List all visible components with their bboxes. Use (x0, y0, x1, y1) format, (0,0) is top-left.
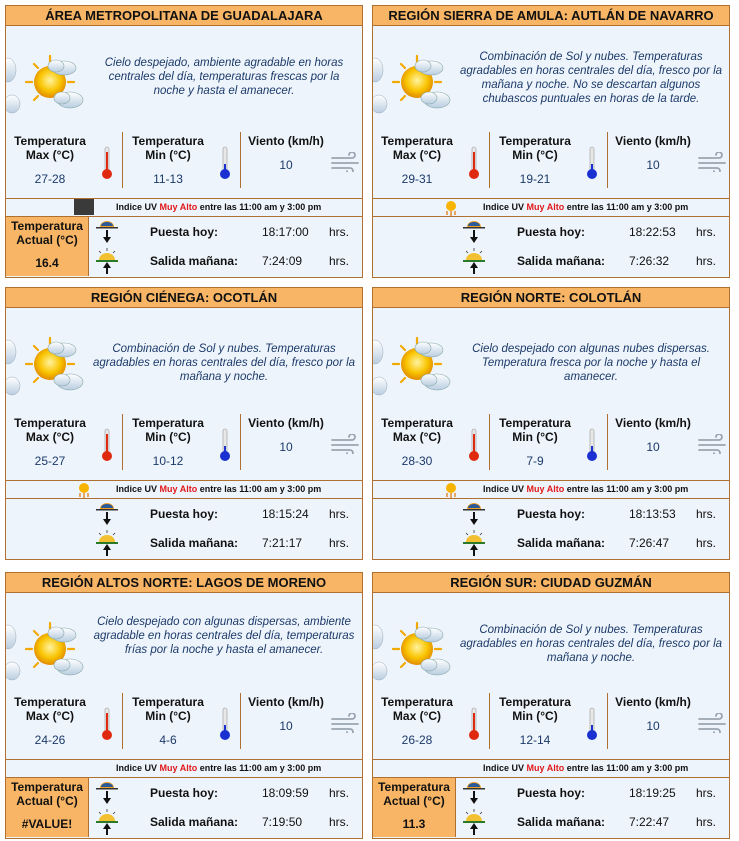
sun-behind-clouds-icon (6, 619, 86, 683)
sunrise-unit: hrs. (329, 254, 350, 268)
divider (489, 132, 490, 188)
temp-min (491, 134, 579, 186)
uv-level: Muy Alto (159, 202, 198, 212)
temp-max-label: Temperatura Max (°C) (381, 416, 453, 444)
sunset-time: 18:22:53 (629, 225, 676, 239)
temp-max-label: Temperatura Max (°C) (14, 695, 86, 723)
region-title: REGIÓN CIÉNEGA: OCOTLÁN (6, 288, 362, 308)
divider (122, 132, 123, 188)
sun-times (373, 778, 729, 838)
temp-min-value: 19-21 (519, 172, 551, 186)
temp-max-value: 25-27 (34, 454, 66, 468)
sunrise-row (6, 807, 362, 836)
forecast-description: Cielo despejado, ambiente agradable en horas centrales del día, temperaturas frescas por la noche y hasta el amanecer. (104, 57, 344, 97)
current-temp-value: 16.4 (35, 256, 59, 270)
forecast-description: Combinación de Sol y nubes. Temperaturas agradables en horas centrales del día, fresco por la mañana y noche. No se descartan algunos chubascos puntuales en horas de la tarde. (459, 51, 723, 105)
sun-behind-clouds-icon (373, 619, 453, 683)
wind-icon (697, 152, 729, 172)
thermometer-hot-icon (468, 146, 480, 180)
forecast-row (6, 26, 362, 126)
stats-row (373, 126, 729, 199)
temp-min (124, 134, 212, 186)
sunrise-icon (94, 809, 120, 835)
stats-row (373, 408, 729, 481)
sun-times (6, 499, 362, 559)
sun-behind-clouds-icon (373, 334, 453, 398)
wind-icon (697, 434, 729, 454)
sunrise-label: Salida mañana: (517, 536, 606, 550)
region-title: ÁREA METROPOLITANA DE GUADALAJARA (6, 6, 362, 26)
uv-suffix: entre las 11:00 am y 3:00 pm (199, 202, 322, 212)
temp-max (373, 695, 461, 747)
uv-prefix: Indice UV (483, 484, 525, 494)
divider (607, 693, 608, 749)
thermometer-hot-icon (101, 707, 113, 741)
divider (607, 414, 608, 470)
thermometer-hot-icon (468, 707, 480, 741)
current-temp-label: Temperatura Actual (°C) (11, 219, 83, 247)
sunrise-time: 7:19:50 (262, 815, 303, 829)
sunset-unit: hrs. (329, 507, 350, 521)
stats-row (6, 687, 362, 760)
uv-prefix: Indice UV (116, 763, 158, 773)
sunrise-time: 7:26:47 (629, 536, 670, 550)
sunrise-row (373, 528, 729, 557)
sunrise-unit: hrs. (696, 536, 717, 550)
sunrise-icon (94, 248, 120, 274)
sunrise-label: Salida mañana: (150, 815, 239, 829)
sunrise-row (373, 246, 729, 275)
region-card-ocotlan (5, 287, 363, 560)
uv-prefix: Indice UV (483, 763, 525, 773)
region-card-colotlan (372, 287, 730, 560)
region-card-autlan (372, 5, 730, 278)
sunrise-unit: hrs. (329, 815, 350, 829)
wind (242, 416, 330, 454)
temp-min-label: Temperatura Min (°C) (132, 695, 204, 723)
current-conditions-thumbnail (74, 199, 94, 215)
sunset-label: Puesta hoy: (150, 507, 219, 521)
sunrise-icon (461, 530, 487, 556)
temp-min-label: Temperatura Min (°C) (499, 416, 571, 444)
temp-max-value: 24-26 (34, 733, 66, 747)
uv-prefix: Indice UV (116, 202, 158, 212)
wind (609, 134, 697, 172)
sunrise-icon (461, 248, 487, 274)
sunrise-time: 7:24:09 (262, 254, 303, 268)
temp-max-value: 27-28 (34, 172, 66, 186)
uv-prefix: Indice UV (483, 202, 525, 212)
uv-index-row (373, 481, 729, 499)
sunrise-time: 7:21:17 (262, 536, 303, 550)
sunset-row (6, 217, 362, 246)
stats-row (6, 408, 362, 481)
wind-value: 10 (279, 158, 293, 172)
region-card-lagos-de-moreno (5, 572, 363, 839)
divider (122, 414, 123, 470)
uv-level: Muy Alto (526, 763, 565, 773)
sunrise-icon (461, 809, 487, 835)
sunset-icon (461, 219, 487, 245)
temp-min-value: 12-14 (519, 733, 551, 747)
sunrise-label: Salida mañana: (517, 815, 606, 829)
temp-min-label: Temperatura Min (°C) (499, 134, 571, 162)
region-card-guadalajara (5, 5, 363, 278)
temp-max (373, 416, 461, 468)
thermometer-cold-icon (586, 146, 598, 180)
wind-value: 10 (279, 719, 293, 733)
temp-min-value: 4-6 (159, 733, 177, 747)
thermometer-hot-icon (101, 428, 113, 462)
temp-min-value: 7-9 (526, 454, 544, 468)
sunset-row (373, 217, 729, 246)
wind-icon (330, 713, 362, 733)
current-temp-value: 11.3 (402, 817, 426, 831)
sunset-unit: hrs. (696, 225, 717, 239)
thermometer-cold-icon (586, 707, 598, 741)
wind-icon (330, 434, 362, 454)
temp-min-value: 10-12 (152, 454, 184, 468)
divider (607, 132, 608, 188)
sunset-label: Puesta hoy: (150, 225, 219, 239)
current-temp-label: Temperatura Actual (°C) (378, 780, 450, 808)
temp-min (491, 416, 579, 468)
sun-behind-clouds-icon (6, 334, 86, 398)
forecast-row (373, 593, 729, 687)
wind-icon (330, 152, 362, 172)
temp-max-label: Temperatura Max (°C) (381, 695, 453, 723)
sunrise-unit: hrs. (329, 536, 350, 550)
thermometer-cold-icon (219, 428, 231, 462)
temp-min (124, 695, 212, 747)
sunrise-label: Salida mañana: (517, 254, 606, 268)
sunrise-time: 7:26:32 (629, 254, 670, 268)
temp-max (6, 416, 94, 468)
divider (240, 132, 241, 188)
divider (240, 693, 241, 749)
sunset-icon (94, 501, 120, 527)
sunset-unit: hrs. (696, 786, 717, 800)
temp-max-label: Temperatura Max (°C) (14, 134, 86, 162)
sun-times (6, 217, 362, 277)
thermometer-cold-icon (219, 707, 231, 741)
wind-label: Viento (km/h) (248, 416, 324, 430)
wind (609, 416, 697, 454)
sunrise-label: Salida mañana: (150, 536, 239, 550)
uv-sun-icon (74, 482, 94, 498)
uv-suffix: entre las 11:00 am y 3:00 pm (566, 484, 689, 494)
wind-icon (697, 713, 729, 733)
wind-label: Viento (km/h) (615, 416, 691, 430)
uv-sun-icon (441, 482, 461, 498)
temp-min (124, 416, 212, 468)
sun-times (373, 217, 729, 277)
sunset-icon (94, 780, 120, 806)
temp-min-label: Temperatura Min (°C) (132, 134, 204, 162)
uv-level: Muy Alto (159, 763, 198, 773)
sunrise-row (6, 246, 362, 275)
sunset-icon (461, 780, 487, 806)
divider (489, 693, 490, 749)
sunrise-label: Salida mañana: (150, 254, 239, 268)
region-title: REGIÓN SIERRA DE AMULA: AUTLÁN DE NAVARRO (373, 6, 729, 26)
current-temp-value: #VALUE! (21, 817, 73, 831)
sunset-label: Puesta hoy: (517, 786, 586, 800)
sunset-unit: hrs. (329, 786, 350, 800)
uv-level: Muy Alto (526, 484, 565, 494)
sunset-time: 18:19:25 (629, 786, 676, 800)
sunset-label: Puesta hoy: (150, 786, 219, 800)
uv-index-row (6, 481, 362, 499)
sunset-label: Puesta hoy: (517, 507, 586, 521)
temp-max-value: 29-31 (401, 172, 433, 186)
wind (242, 134, 330, 172)
wind-value: 10 (279, 440, 293, 454)
uv-sun-icon (441, 200, 461, 216)
temp-max-value: 26-28 (401, 733, 433, 747)
divider (122, 693, 123, 749)
current-temp-label: Temperatura Actual (°C) (11, 780, 83, 808)
thermometer-hot-icon (468, 428, 480, 462)
sunset-time: 18:09:59 (262, 786, 309, 800)
wind-value: 10 (646, 440, 660, 454)
sun-times (373, 499, 729, 559)
temp-max (6, 695, 94, 747)
forecast-row (373, 308, 729, 408)
uv-suffix: entre las 11:00 am y 3:00 pm (566, 202, 689, 212)
sunset-icon (461, 501, 487, 527)
wind-label: Viento (km/h) (615, 695, 691, 709)
temp-min-label: Temperatura Min (°C) (132, 416, 204, 444)
sunset-row (373, 499, 729, 528)
thermometer-cold-icon (586, 428, 598, 462)
divider (240, 414, 241, 470)
sunrise-unit: hrs. (696, 254, 717, 268)
uv-index-row (6, 199, 362, 217)
region-title: REGIÓN SUR: CIUDAD GUZMÁN (373, 573, 729, 593)
forecast-description: Cielo despejado con algunas dispersas, ambiente agradable en horas centrales del día, temperaturas frías por la noche y hasta el amanecer. (93, 616, 355, 656)
temp-min (491, 695, 579, 747)
forecast-description: Combinación de Sol y nubes. Temperaturas agradables en horas centrales del día, fresco por la mañana y noche. (92, 343, 356, 383)
uv-index-row (373, 760, 729, 778)
sunset-row (6, 778, 362, 807)
region-card-ciudad-guzman (372, 572, 730, 839)
uv-level: Muy Alto (159, 484, 198, 494)
sunset-unit: hrs. (329, 225, 350, 239)
sun-times (6, 778, 362, 838)
wind (242, 695, 330, 733)
sunset-row (6, 499, 362, 528)
wind-label: Viento (km/h) (248, 695, 324, 709)
divider (489, 414, 490, 470)
sunrise-row (6, 528, 362, 557)
temp-max (373, 134, 461, 186)
sunrise-row (373, 807, 729, 836)
forecast-row (373, 26, 729, 126)
sunset-unit: hrs. (696, 507, 717, 521)
temp-max-label: Temperatura Max (°C) (14, 416, 86, 444)
forecast-description: Cielo despejado con algunas nubes dispersas. Temperatura fresca por la noche y hasta el amanecer. (472, 343, 710, 383)
sunset-row (373, 778, 729, 807)
stats-row (6, 126, 362, 199)
wind-value: 10 (646, 158, 660, 172)
sun-behind-clouds-icon (373, 52, 453, 116)
temp-max (6, 134, 94, 186)
forecast-row (6, 593, 362, 687)
wind-label: Viento (km/h) (615, 134, 691, 148)
temp-max-label: Temperatura Max (°C) (381, 134, 453, 162)
sunrise-time: 7:22:47 (629, 815, 670, 829)
sunset-time: 18:13:53 (629, 507, 676, 521)
sunset-label: Puesta hoy: (517, 225, 586, 239)
sun-behind-clouds-icon (6, 52, 86, 116)
thermometer-hot-icon (101, 146, 113, 180)
sunrise-icon (94, 530, 120, 556)
sunset-icon (94, 219, 120, 245)
temp-max-value: 28-30 (401, 454, 433, 468)
uv-suffix: entre las 11:00 am y 3:00 pm (199, 763, 322, 773)
wind-label: Viento (km/h) (248, 134, 324, 148)
forecast-row (6, 308, 362, 408)
uv-suffix: entre las 11:00 am y 3:00 pm (566, 763, 689, 773)
uv-index-row (373, 199, 729, 217)
region-title: REGIÓN NORTE: COLOTLÁN (373, 288, 729, 308)
thermometer-cold-icon (219, 146, 231, 180)
uv-suffix: entre las 11:00 am y 3:00 pm (199, 484, 322, 494)
sunset-time: 18:17:00 (262, 225, 309, 239)
uv-index-row (6, 760, 362, 778)
forecast-description: Combinación de Sol y nubes. Temperaturas agradables en horas centrales del día, fresco por la mañana y noche. (459, 624, 723, 664)
temp-min-value: 11-13 (153, 172, 183, 186)
uv-level: Muy Alto (526, 202, 565, 212)
region-title: REGIÓN ALTOS NORTE: LAGOS DE MORENO (6, 573, 362, 593)
wind-value: 10 (646, 719, 660, 733)
temp-min-label: Temperatura Min (°C) (499, 695, 571, 723)
sunset-time: 18:15:24 (262, 507, 309, 521)
stats-row (373, 687, 729, 760)
sunrise-unit: hrs. (696, 815, 717, 829)
uv-prefix: Indice UV (116, 484, 158, 494)
wind (609, 695, 697, 733)
